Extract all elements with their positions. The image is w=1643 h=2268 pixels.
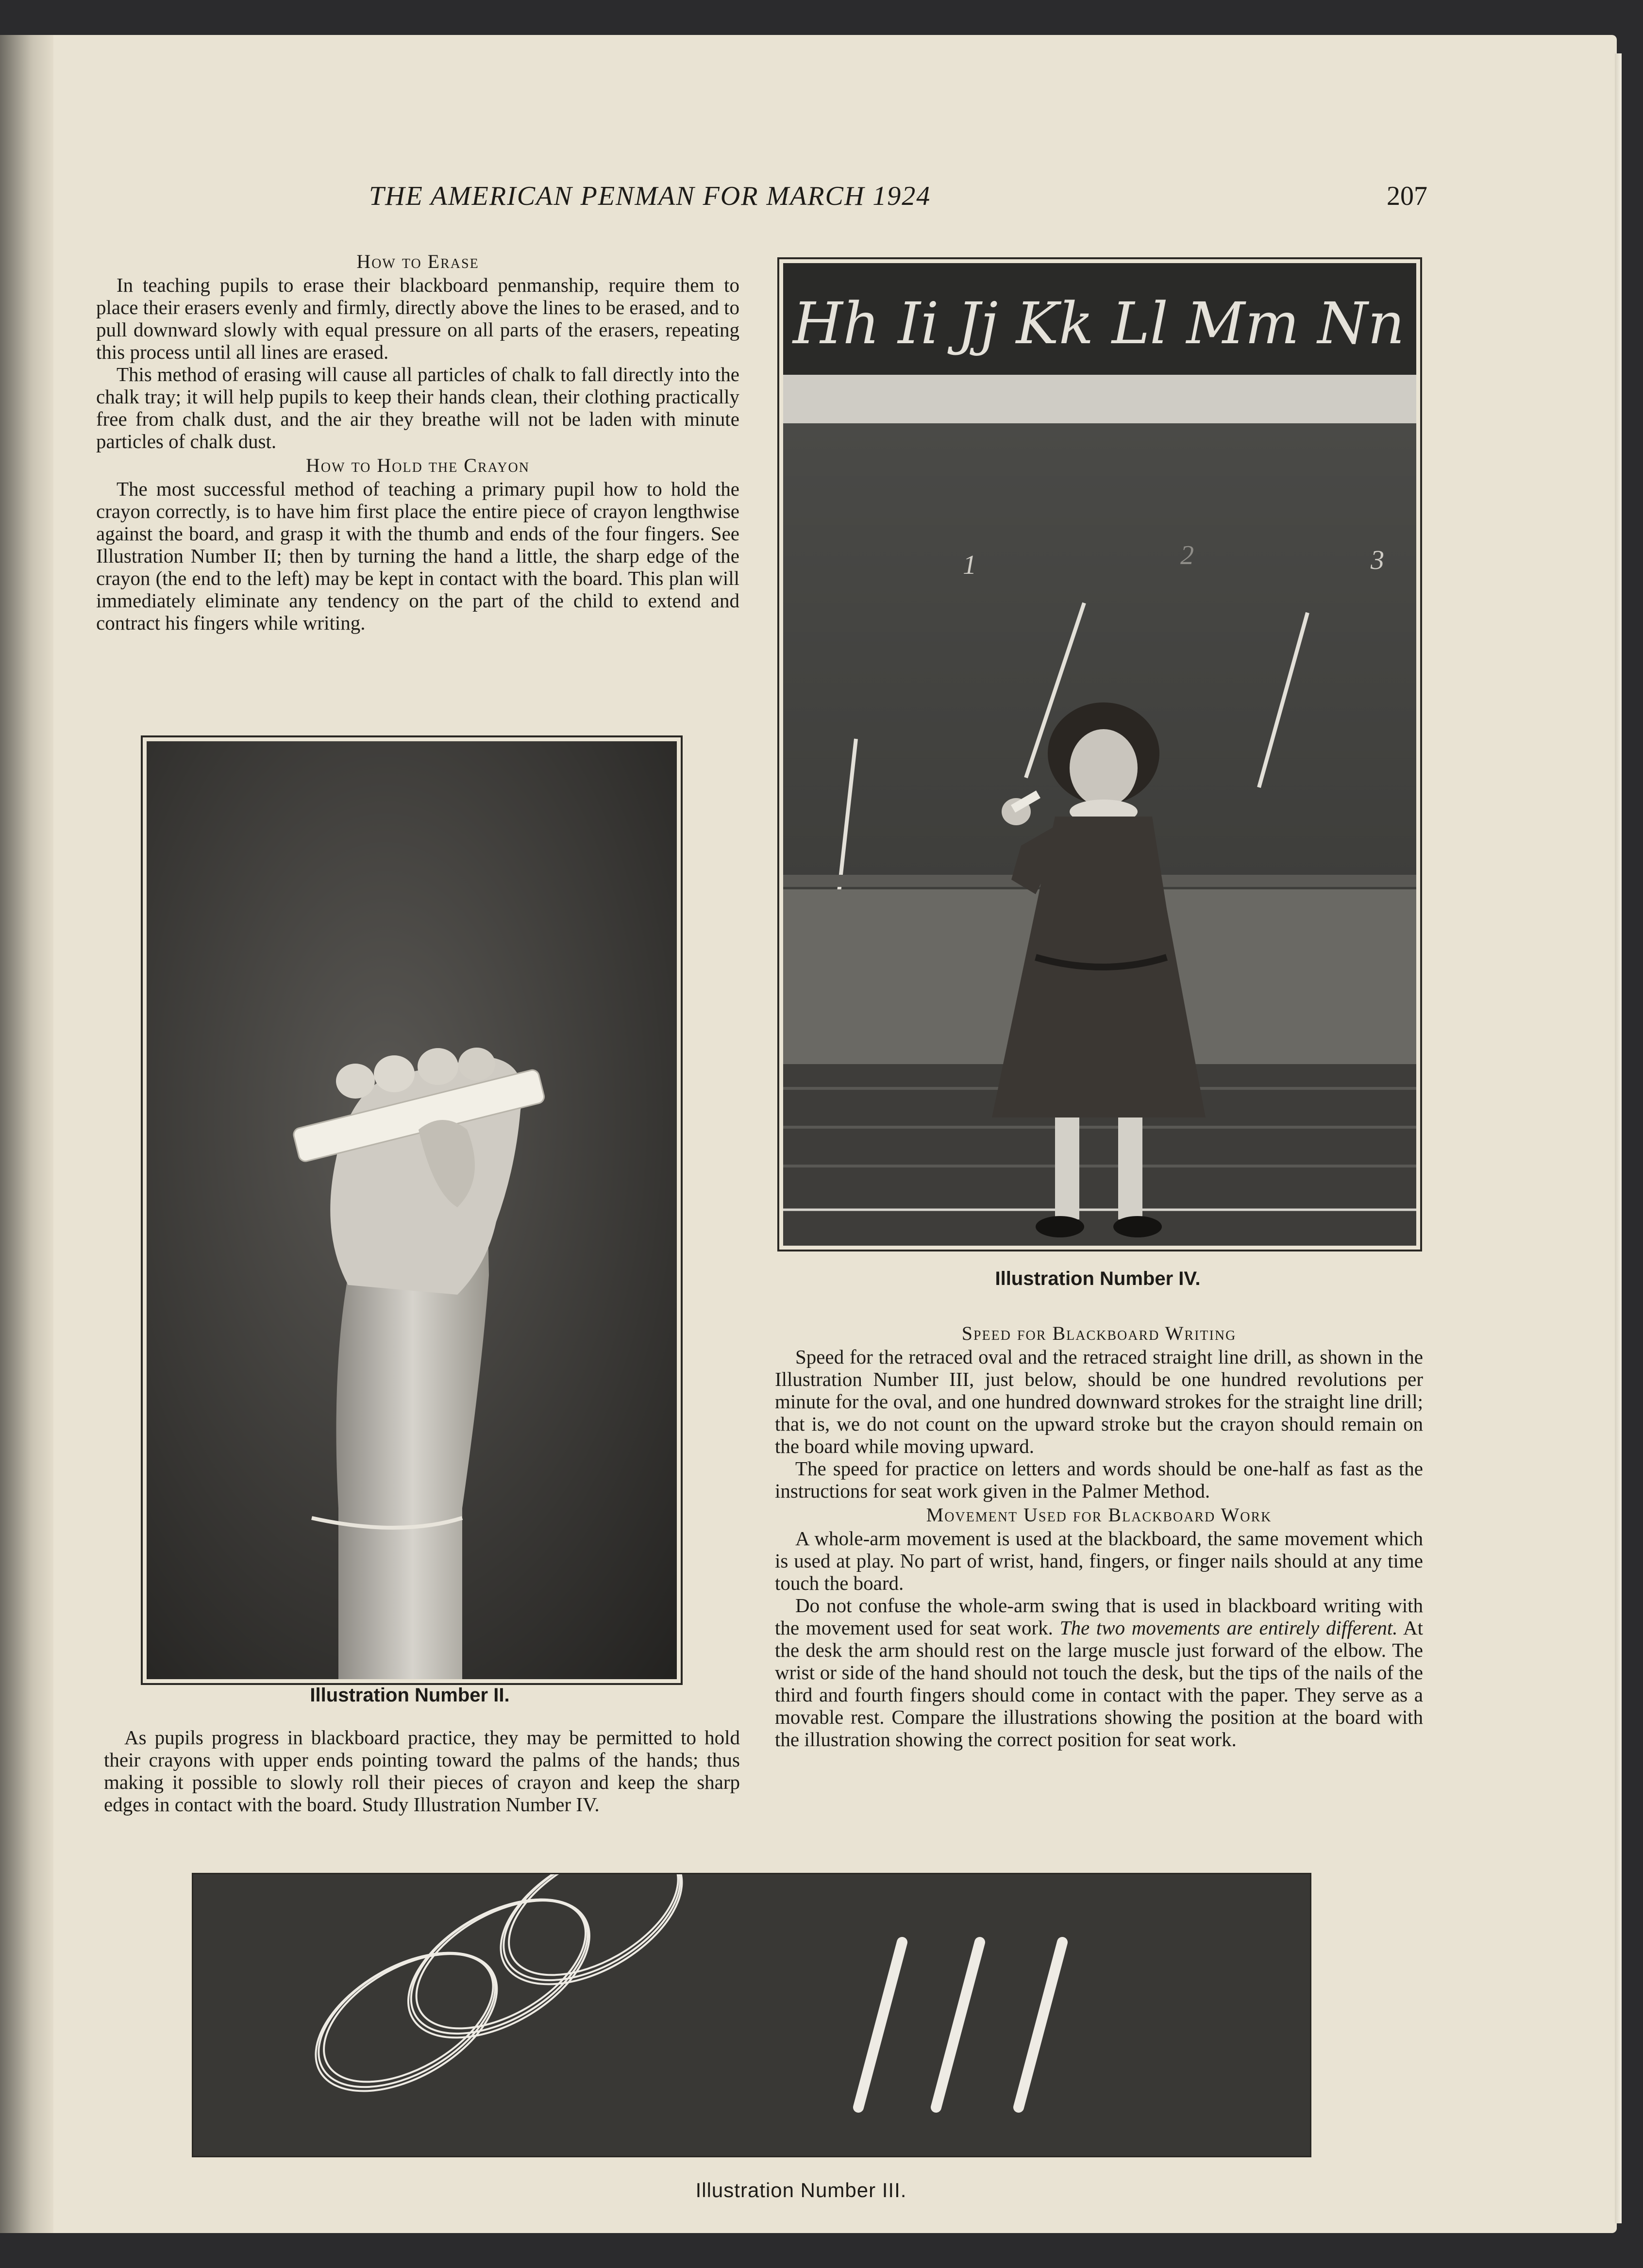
- paragraph: [775, 1594, 1423, 1751]
- caption-illustration-2: Illustration Number II.: [310, 1684, 510, 1706]
- board-number: 2: [1180, 540, 1194, 570]
- blackboard-letters: Hh Ii Jj Kk Ll Mm Nn: [793, 290, 1405, 357]
- hand-with-chalk-image: [147, 741, 677, 1679]
- heading-hold-crayon: How to Hold the Crayon: [306, 454, 530, 476]
- running-title: THE AMERICAN PENMAN FOR MARCH 1924: [369, 181, 931, 211]
- illustration-4-photo: [777, 257, 1422, 1251]
- right-column: [775, 1320, 1423, 1751]
- paragraph: As pupils progress in blackboard practice, they may be permitted to hold their crayons with upper ends pointing toward the palms of the hands; thus making it possible to slowly roll their pieces of crayon and keep the sharp edges in contact with the board. Study Illustration Number IV.: [104, 1726, 740, 1816]
- board-number: 3: [1371, 545, 1384, 575]
- paragraph: A whole-arm movement is used at the blackboard, the same movement which is used at play. No part of wrist, hand, fingers, or finger nails should at any time touch the board.: [775, 1527, 1423, 1594]
- emphasis-text: The two movements are entirely different.: [1059, 1617, 1398, 1639]
- paragraph: The most successful method of teaching a primary pupil how to hold the crayon correctly, is to have him first place the entire piece of crayon lengthwise against the board, and grasp it with the thumb and ends of the four fingers. See Illustration Number II; then by turning the hand a little, the sharp edge of the crayon (the end to the left) may be kept in contact with the board. This plan will immediately eliminate any tendency on the part of the child to extend and contract his fingers while writing.: [96, 478, 739, 634]
- paragraph: The speed for practice on letters and words should be one-half as fast as the instructions for seat work given in the Palmer Method.: [775, 1457, 1423, 1502]
- heading-how-to-erase: How to Erase: [356, 250, 479, 272]
- page-header: [97, 181, 1427, 215]
- girl-at-blackboard-image: [783, 263, 1416, 1246]
- caption-illustration-4: Illustration Number IV.: [995, 1268, 1201, 1289]
- paragraph: Speed for the retraced oval and the retraced straight line drill, as shown in the Illustration Number III, just below, should be one hundred revolutions per minute for the oval, and one hundred downward strokes for the straight line drill; that is, we do not count on the upward stroke but the crayon should remain on the board while moving upward.: [775, 1346, 1423, 1457]
- illustration-3-photo: [192, 1873, 1311, 2157]
- heading-movement: Movement Used for Blackboard Work: [926, 1504, 1272, 1526]
- board-number: 1: [963, 550, 976, 580]
- paragraph: This method of erasing will cause all particles of chalk to fall directly into the chalk tray; it will help pupils to keep their hands clean, their clothing practically free from chalk dust, and the air they breathe will not be laden with minute particles of chalk dust.: [96, 363, 739, 452]
- drill-image: [193, 1874, 1310, 2156]
- page-edge: [1615, 53, 1622, 2223]
- text-run: Do not confuse the whole-arm swing that is used in blackboard writing with the movement used for seat work.: [775, 1594, 1423, 1639]
- illustration-2-photo: [141, 735, 683, 1685]
- binding-gutter: [0, 35, 53, 2233]
- text-run: At the desk the arm should rest on the large muscle just forward of the elbow. The wrist or side of the hand should not touch the desk, but the tips of the nails of the third and fourth fingers should come in contact with the paper. They serve as a movable rest. Compare the illustrations showing the position at the board with the illustration showing the correct position for seat work.: [775, 1617, 1424, 1751]
- page-number: 207: [1387, 181, 1427, 211]
- caption-illustration-3: Illustration Number III.: [695, 2179, 907, 2201]
- heading-speed: Speed for Blackboard Writing: [961, 1322, 1237, 1344]
- left-column: [96, 249, 739, 634]
- paragraph: In teaching pupils to erase their blackboard penmanship, require them to place their erasers evenly and firmly, directly above the lines to be erased, and to pull downward slowly with equal pressure on all parts of the erasers, repeating this process until all lines are erased.: [96, 274, 739, 363]
- progress-text: [104, 1726, 740, 1816]
